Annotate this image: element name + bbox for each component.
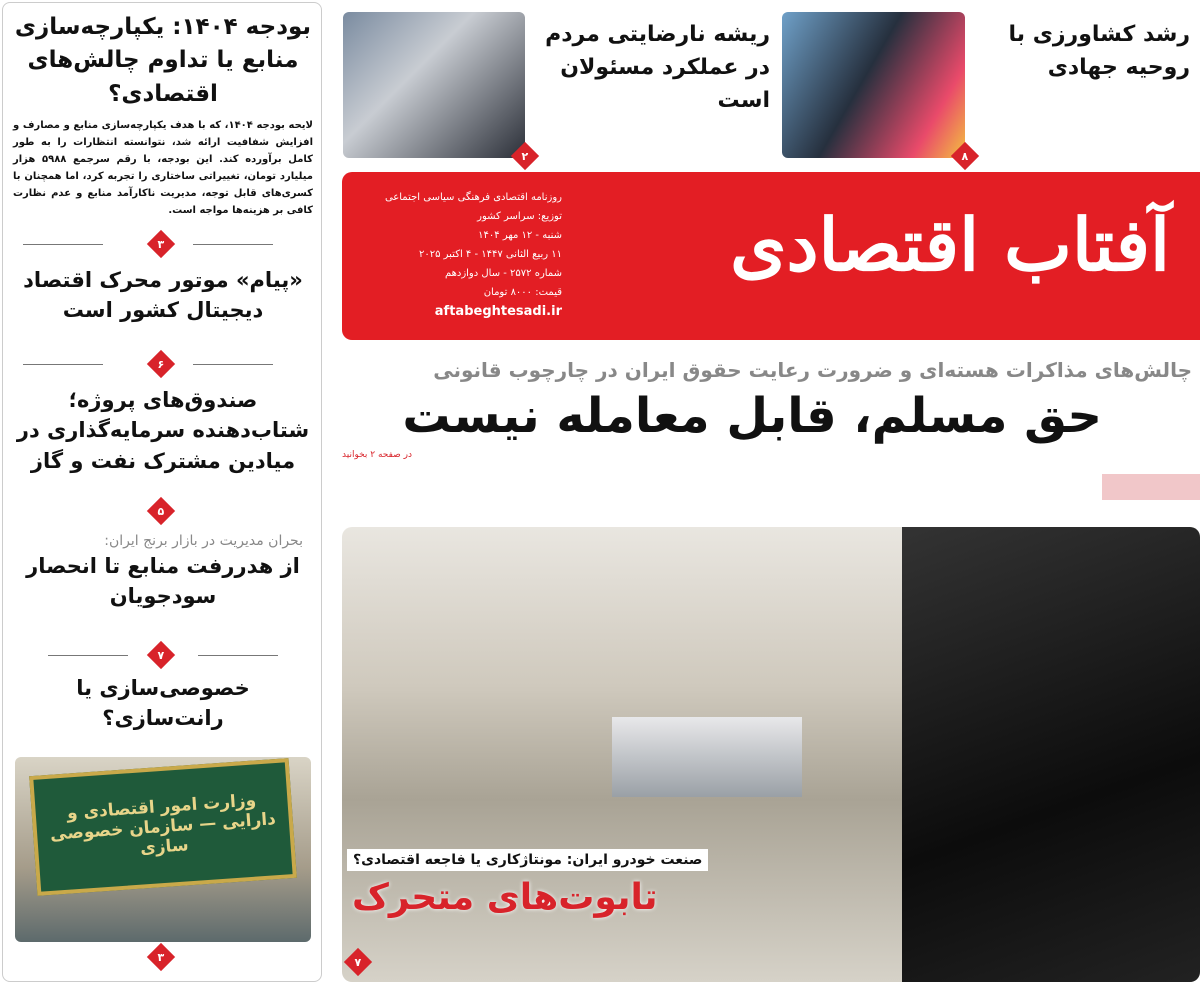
photo-headline[interactable]: تابوت‌های متحرک [352,877,658,918]
divider [198,655,278,656]
story4-headline[interactable]: از هدررفت منابع تا انحصار سودجویان [26,554,300,609]
story1-headline[interactable]: بودجه ۱۴۰۴: یکپارچه‌سازی منابع یا تداوم چالش‌های اقتصادی؟ [14,14,312,107]
sign-text: وزارت امور اقتصادی و دارایی — سازمان خصوصی سازی [29,758,297,896]
tag-decoration [1102,474,1200,500]
page-badge: ۵ [147,497,175,525]
privatization-org-photo [15,757,311,942]
masthead-issue: شماره ۲۵۷۲ - سال دوازدهم [444,268,562,279]
page-badge: ۲ [511,142,539,170]
top-story1-headline[interactable]: ریشه نارضایتی مردم در عملکرد مسئولان است [545,22,770,113]
top-story1-photo [343,12,525,158]
story1-body: لایحه بودجه ۱۴۰۴، که با هدف یکپارچه‌سازی منابع و مصارف و افزایش شفافیت ارائه شد، نتوانسته انتظارات را به طور کامل برآورده کند. این بودجه، با رقم سرجمع ۵۹۸۸ هزار میلیارد تومان، تغییراتی ساختاری را تجربه کرد، اما همچنان با کسری‌های قابل توجه، مدیریت ناکارآمد منابع و عدم نظارت کافی بر هزینه‌ها مواجه است. [13,120,313,217]
website-link[interactable]: aftabeghtesadi.ir [434,304,562,319]
divider [193,244,273,245]
story2-headline[interactable]: «پیام» موتور محرک اقتصاد دیجیتال کشور است [23,268,303,323]
top-story2-photo [782,12,965,158]
newspaper-logo[interactable]: آفتاب اقتصادی [730,202,1170,287]
page-badge: ۷ [147,641,175,669]
masthead-date: شنبه - ۱۲ مهر ۱۴۰۴ [478,230,562,241]
page-badge: ۷ [344,948,372,976]
top-story2-headline[interactable]: رشد کشاورزی با روحیه جهادی [1008,22,1190,80]
masthead-info: روزنامه اقتصادی فرهنگی سیاسی اجتماعی [384,192,562,203]
left-column [2,2,322,982]
main-photo-car-factory [342,527,1200,982]
masthead [342,172,1200,340]
photo-kicker: صنعت خودرو ایران: مونتاژکاری یا فاجعه اقتصادی؟ [347,849,708,871]
divider [23,244,103,245]
story3-headline[interactable]: صندوق‌های پروژه؛ شتاب‌دهنده سرمایه‌گذاری در میادین مشترک نفت و گاز [16,388,310,473]
page-badge: ۶ [147,350,175,378]
divider [48,655,128,656]
masthead-date: ۱۱ ربیع الثانی ۱۴۴۷ - ۴ اکتبر ۲۰۲۵ [418,249,562,260]
car-seats [612,717,802,797]
continue-note[interactable]: در صفحه ۲ بخوانید [342,450,413,460]
main-kicker: چالش‌های مذاکرات هسته‌ای و ضرورت رعایت حقوق ایران در چارچوب قانونی [433,358,1192,382]
divider [193,364,273,365]
page-badge: ۸ [951,142,979,170]
page-badge: ۳ [147,230,175,258]
divider [23,364,103,365]
masthead-info: توزیع: سراسر کشور [477,211,562,222]
page-badge: ۳ [147,943,175,971]
story5-headline[interactable]: خصوصی‌سازی یا رانت‌سازی؟ [76,676,250,731]
car-hood [902,527,1200,982]
main-headline[interactable]: حق مسلم، قابل معامله نیست [402,388,1102,444]
story4-kicker: بحران مدیریت در بازار برنج ایران: [104,533,303,549]
masthead-price: قیمت: ۸۰۰۰ تومان [483,287,562,298]
